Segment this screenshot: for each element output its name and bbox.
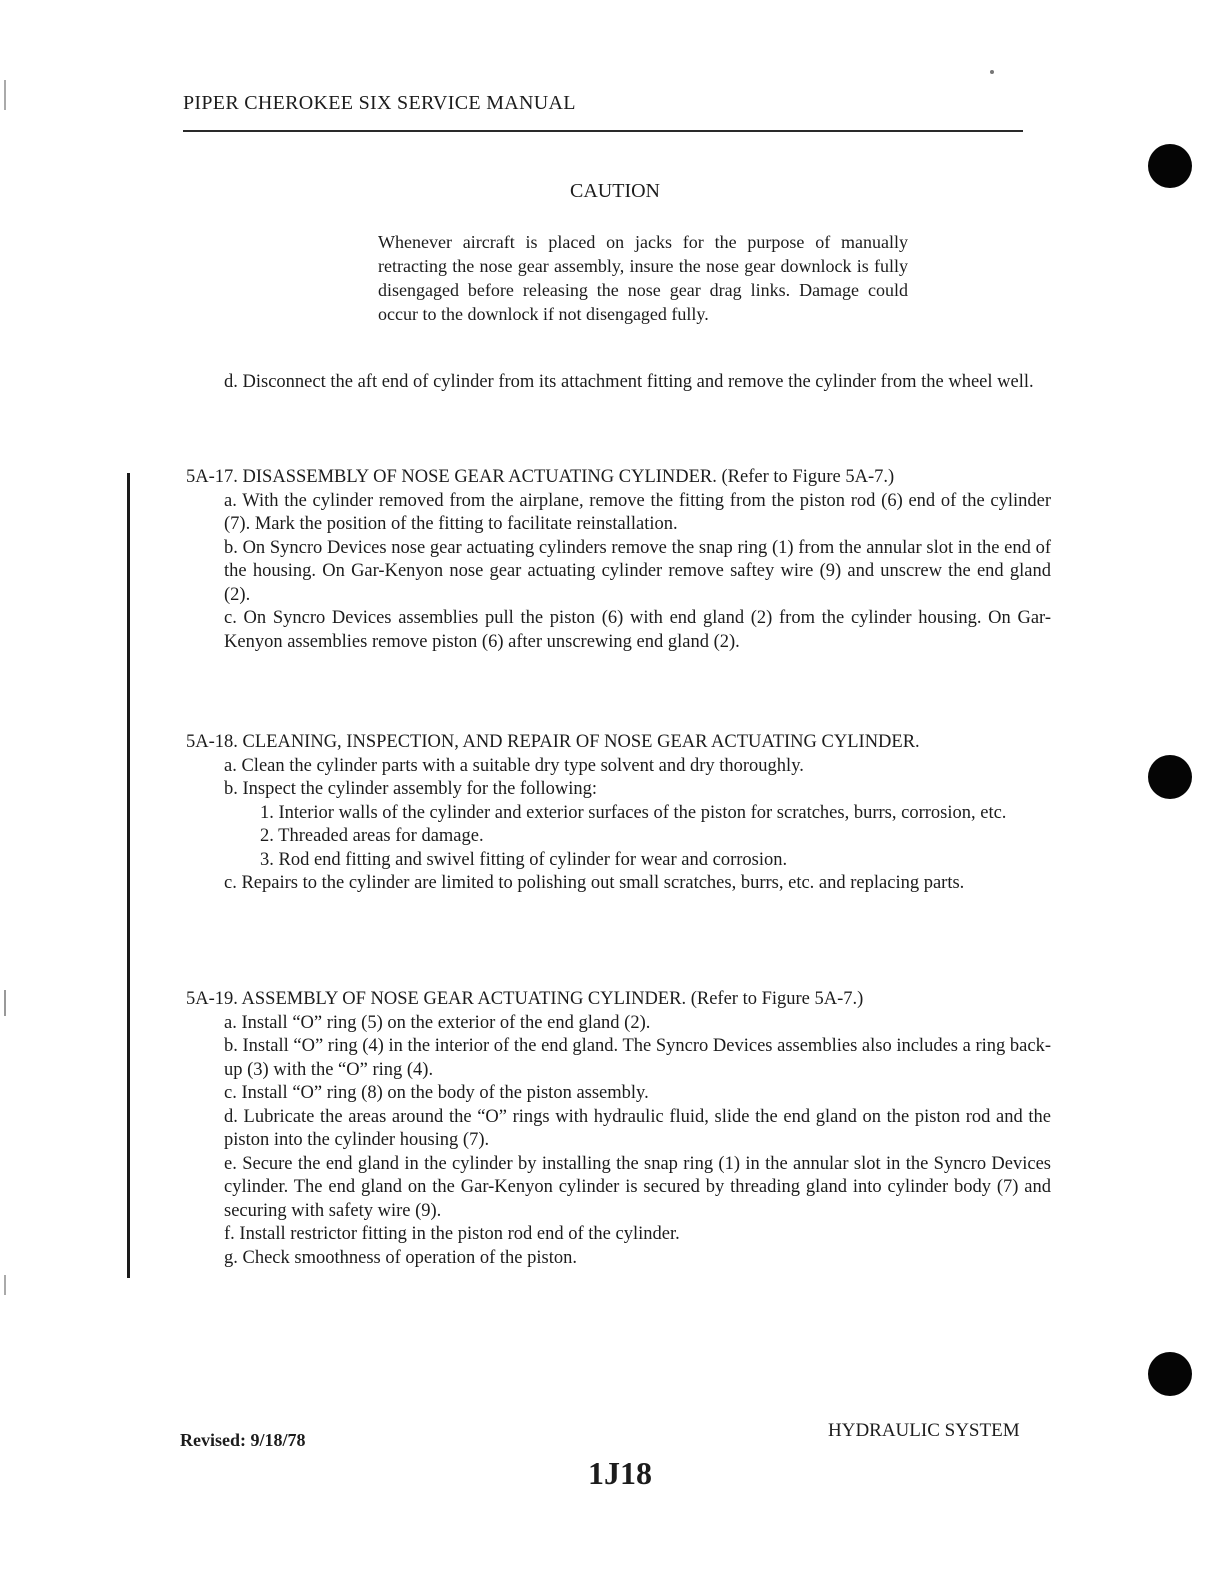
sub-item: 2. Threaded areas for damage. [260, 826, 484, 846]
list-item: b. On Syncro Devices nose gear actuating cylinders remove the snap ring (1) from the annular slot in the end of the housing. On Gar-Kenyon nose gear actuating cylinder remove saftey wire (9) and unscrew the end gland (2). [224, 537, 1051, 605]
section-heading-5a-19: 5A-19. ASSEMBLY OF NOSE GEAR ACTUATING CYLINDER. (Refer to Figure 5A-7.) [186, 989, 864, 1009]
step-d: d. Disconnect the aft end of cylinder from its attachment fitting and remove the cylinder from the wheel well. [224, 372, 1034, 392]
scan-mark [4, 1275, 6, 1295]
scan-speck [990, 70, 994, 74]
list-item: c. Install “O” ring (8) on the body of the piston assembly. [224, 1083, 649, 1103]
header-rule [183, 130, 1023, 132]
list-item: g. Check smoothness of operation of the piston. [224, 1247, 577, 1268]
scan-mark [4, 80, 6, 110]
sub-item: 1. Interior walls of the cylinder and exterior surfaces of the piston for scratches, burrs, corrosion, etc. [260, 802, 1007, 823]
punch-hole [1148, 755, 1192, 799]
list-item: b. Inspect the cylinder assembly for the following: [224, 779, 597, 799]
list-item: e. Secure the end gland in the cylinder by installing the snap ring (1) in the annular slot in the Syncro Devices cylinder. The end gland on the Gar-Kenyon cylinder is secured by threading gland into cylinder body (7) and securing with safety wire (9). [224, 1153, 1051, 1221]
section-name: HYDRAULIC SYSTEM [828, 1420, 1020, 1441]
section-heading-5a-18: 5A-18. CLEANING, INSPECTION, AND REPAIR OF NOSE GEAR ACTUATING CYLINDER. [186, 732, 920, 752]
header-title: PIPER CHEROKEE SIX SERVICE MANUAL [183, 92, 576, 114]
page-number: 1J18 [588, 1455, 652, 1491]
list-item: a. Install “O” ring (5) on the exterior of the end gland (2). [224, 1012, 651, 1033]
punch-hole [1148, 144, 1192, 188]
list-item: a. Clean the cylinder parts with a suitable dry type solvent and dry thoroughly. [224, 755, 804, 776]
section-5a-18 [186, 731, 1051, 896]
revision-change-bar [127, 473, 130, 1278]
caution-title: CAUTION [570, 180, 660, 202]
list-item: b. Install “O” ring (4) in the interior of the end gland. The Syncro Devices assemblies also includes a ring back-up (3) with the “O” ring (4). [224, 1036, 1051, 1080]
revision-date: Revised: 9/18/78 [180, 1430, 306, 1450]
list-item: c. On Syncro Devices assemblies pull the piston (6) with end gland (2) from the cylinder housing. On Gar-Kenyon assemblies remove piston (6) after unscrewing end gland (2). [224, 608, 1051, 652]
section-5a-17 [186, 466, 1051, 654]
step-d-block [186, 371, 1051, 395]
section-heading-5a-17: 5A-17. DISASSEMBLY OF NOSE GEAR ACTUATING CYLINDER. (Refer to Figure 5A-7.) [186, 467, 895, 487]
caution-text: Whenever aircraft is placed on jacks for the purpose of manually retracting the nose gear assembly, insure the nose gear downlock is fully disengaged before releasing the nose gear drag links. Damage could occur to the downlock if not disengaged fully. [378, 232, 908, 324]
sub-item: 3. Rod end fitting and swivel fitting of cylinder for wear and corrosion. [260, 849, 788, 870]
list-item: a. With the cylinder removed from the airplane, remove the fitting from the piston rod (6) end of the cylinder (7). Mark the position of the fitting to facilitate reinstallation. [224, 490, 1051, 534]
list-item: f. Install restrictor fitting in the piston rod end of the cylinder. [224, 1224, 680, 1244]
scan-mark [4, 990, 6, 1016]
punch-hole [1148, 1352, 1192, 1396]
list-item: c. Repairs to the cylinder are limited to polishing out small scratches, burrs, etc. and replacing parts. [224, 873, 965, 893]
list-item: d. Lubricate the areas around the “O” rings with hydraulic fluid, slide the end gland on the piston rod and the piston into the cylinder housing (7). [224, 1106, 1051, 1150]
section-5a-19 [186, 988, 1051, 1270]
